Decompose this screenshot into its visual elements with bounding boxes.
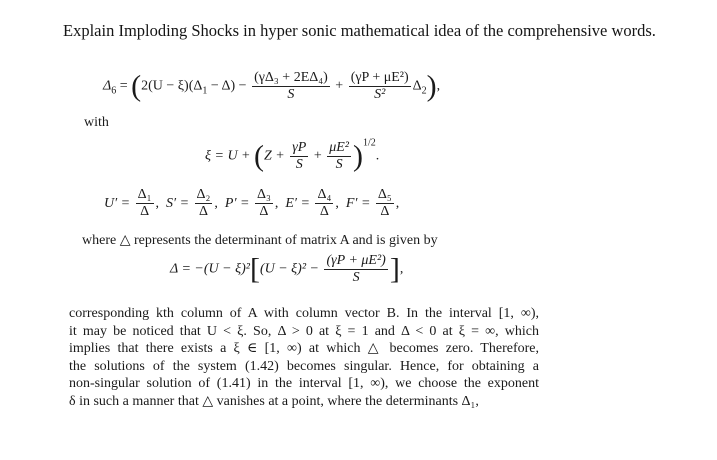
equation-delta6: $\Delta_6 = (2(U - \xi)(\Delta_1 - \Delta)$ − $\frac{\text{(γΔ₃ + 2EΔ₄)}}{S}$ + $\frac{\text{(γP + μE²)}}{\text{S²}}$ $\Delta_2$), xyxy=(103,69,441,103)
paragraph-line: it may be noticed that U < ξ. So, Δ > 0 at ξ = 1 and Δ < 0 at ξ = ∞, which xyxy=(69,323,539,339)
paragraph-line: the solutions of the system (1.42) becomes singular. Hence, for obtaining a xyxy=(69,358,539,374)
derivative-term: E′ = $\frac{\text{Δ₄}}{\Delta}$ , xyxy=(285,187,346,219)
fraction: $\frac{\text{Δ₃}}{\Delta}$ xyxy=(256,187,271,219)
paragraph-line: non-singular solution of (1.41) in the interval [1, ∞), we choose the exponent xyxy=(69,376,539,392)
paragraph xyxy=(69,305,539,411)
fraction: $\frac{\text{Δ₄}}{\Delta}$ xyxy=(317,187,332,219)
derivative-term: S′ = $\frac{\text{Δ₂}}{\Delta}$ , xyxy=(166,187,225,219)
with-label: with xyxy=(84,115,109,130)
fraction: $\frac{\text{μE²}}{S}$ xyxy=(329,140,349,172)
where-line: where △ represents the determinant of matrix A and is given by xyxy=(82,233,438,248)
fraction: $\frac{\text{Δ₁}}{\Delta}$ xyxy=(137,187,152,219)
paragraph-line: implies that there exists a ξ ∈ [1, ∞) at which △ becomes zero. Therefore, xyxy=(69,341,539,357)
fraction: $\frac{\text{(γΔ₃ + 2EΔ₄)}}{S}$ xyxy=(254,70,328,102)
derivative-term: F′ = $\frac{\text{Δ₅}}{\Delta}$ , xyxy=(345,187,400,219)
equation-delta: Δ = −(U − ξ)²[(U − ξ)² − $\frac{\text{(γP + μE²)}}{S}$ ], xyxy=(170,252,404,286)
fraction: $\frac{\text{Δ₅}}{\Delta}$ xyxy=(377,187,392,219)
equation-derivatives xyxy=(104,187,399,220)
derivative-term: P′ = $\frac{\text{Δ₃}}{\Delta}$ , xyxy=(224,187,286,219)
question-text: Explain Imploding Shocks in hyper sonic mathematical idea of the comprehensive words. xyxy=(63,21,656,40)
fraction: $\frac{\text{Δ₂}}{\Delta}$ xyxy=(196,187,211,219)
fraction: $\frac{\text{(γP + μE²)}}{\text{S²}}$ xyxy=(350,70,409,102)
equation-xi: ξ = U + (Z + $\frac{\gamma P}{S}$ + $\frac{\text{μE²}}{S}$ )$^{1/2}$. xyxy=(205,137,380,173)
paragraph-line: δ in such a manner that △ vanishes at a point, where the determinants Δ₁, xyxy=(69,393,479,409)
fraction: $\frac{\text{(γP + μE²)}}{S}$ xyxy=(326,253,386,285)
fraction: $\frac{\gamma P}{S}$ xyxy=(292,140,307,172)
paragraph-line: corresponding kth column of A with column vector B. In the interval [1, ∞), xyxy=(69,306,539,321)
derivative-term: U′ = $\frac{\text{Δ₁}}{\Delta}$ , xyxy=(104,187,167,219)
